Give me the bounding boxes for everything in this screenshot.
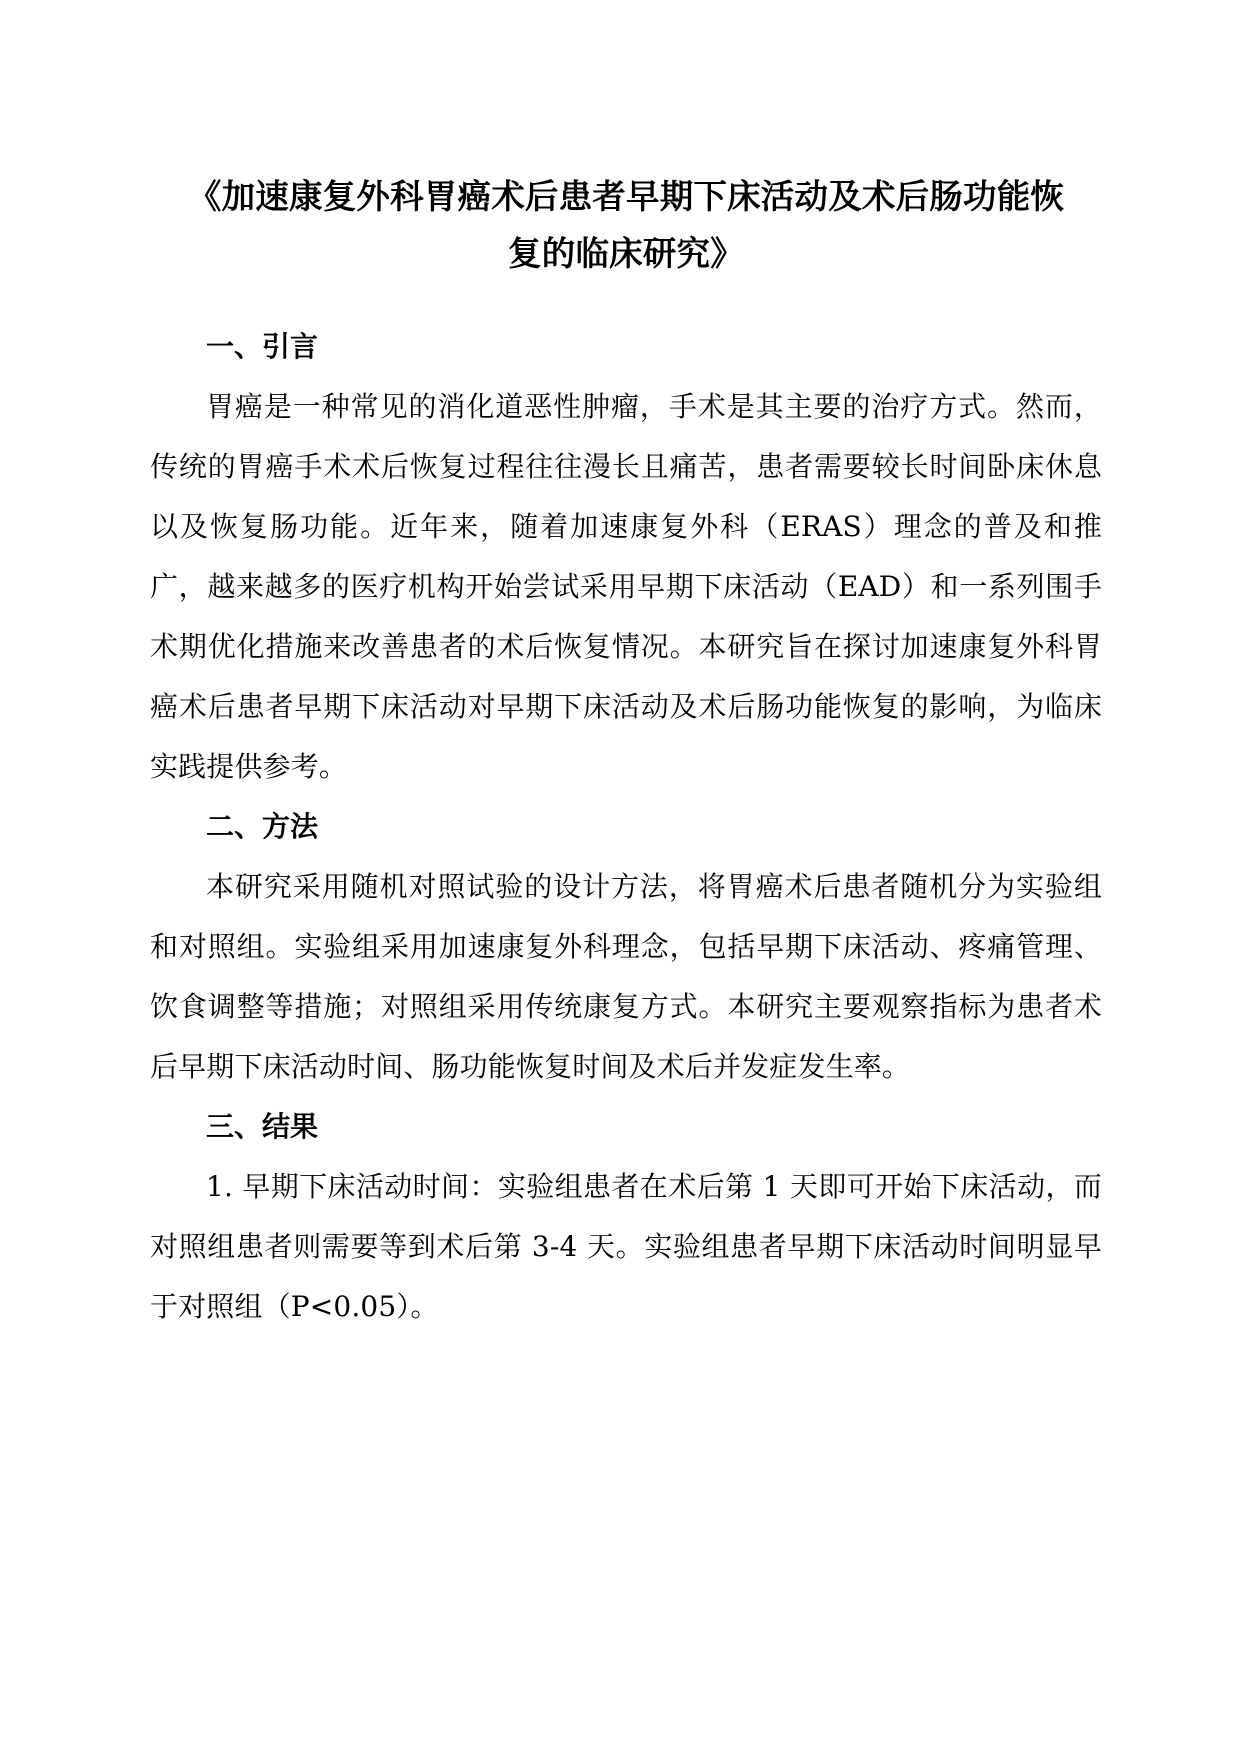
paragraph-results-item-1: 1. 早期下床活动时间：实验组患者在术后第 1 天即可开始下床活动，而对照组患者则需要等到术后第 3-4 天。实验组患者早期下床活动时间明显早于对照组（P<0.05）。 [150, 1170, 1102, 1323]
paragraph-methods: 本研究采用随机对照试验的设计方法，将胃癌术后患者随机分为实验组和对照组。实验组采用加速康复外科理念，包括早期下床活动、疼痛管理、饮食调整等措施；对照组采用传统康复方式。本研究主要观察指标为患者术后早期下床活动时间、肠功能恢复时间及术后并发症发生率。 [150, 870, 1102, 1083]
page-title: 《加速康复外科胃癌术后患者早期下床活动及术后肠功能恢复的临床研究》 [187, 177, 1065, 273]
section-heading-introduction: 一、引言 [206, 330, 319, 363]
section-heading-results: 三、结果 [206, 1110, 319, 1143]
section-heading-methods: 二、方法 [206, 810, 319, 843]
title-spacer [150, 282, 1102, 317]
document-content [150, 168, 1102, 1337]
paragraph-introduction: 胃癌是一种常见的消化道恶性肿瘤，手术是其主要的治疗方式。然而，传统的胃癌手术术后恢复过程往往漫长且痛苦，患者需要较长时间卧床休息以及恢复肠功能。近年来，随着加速康复外科（ERAS）理念的普及和推广，越来越多的医疗机构开始尝试采用早期下床活动（EAD）和一系列围手术期优化措施来改善患者的术后恢复情况。本研究旨在探讨加速康复外科胃癌术后患者早期下床活动对早期下床活动及术后肠功能恢复的影响，为临床实践提供参考。 [150, 390, 1102, 783]
